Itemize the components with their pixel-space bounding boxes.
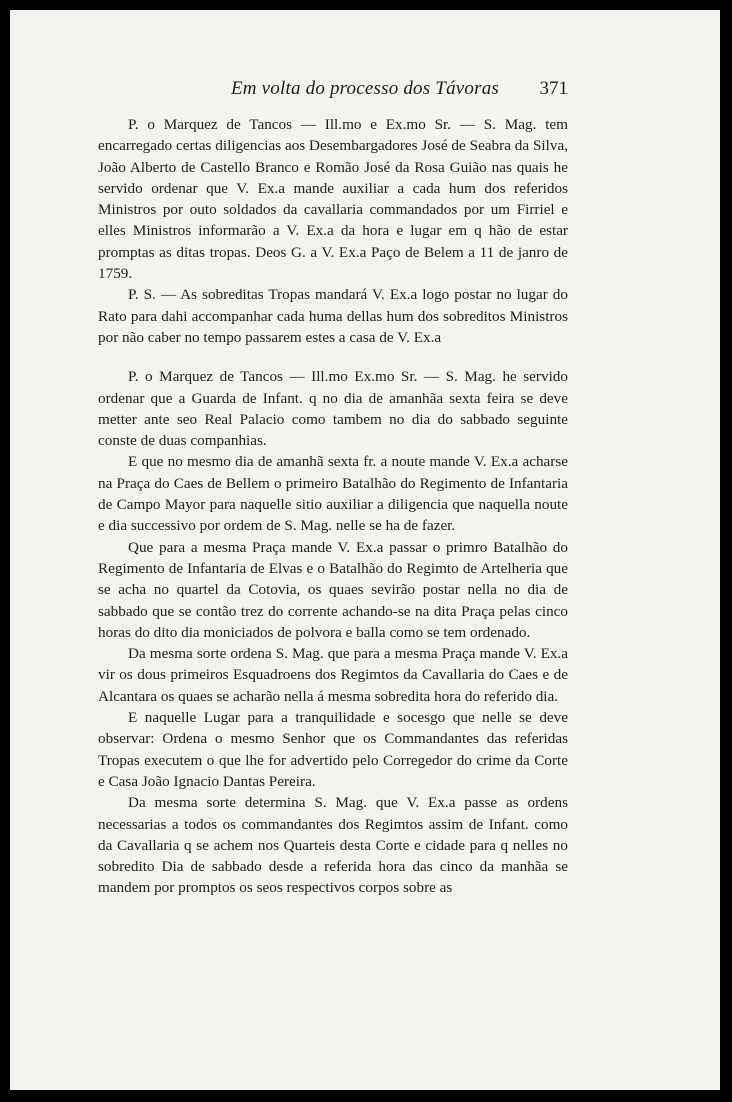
running-title: Em volta do processo dos Távoras bbox=[231, 78, 499, 99]
paragraph: E naquelle Lugar para a tranquilidade e socesgo que nelle se deve observar: Ordena o mesmo Senhor que os Commandantes das referidas Tropas executem o que lhe for advertido pelo Corregedor do crime da Corte e Casa João Ignacio Dantas Pereira. bbox=[98, 709, 568, 790]
paragraph: P. o Marquez de Tancos — Ill.mo Ex.mo Sr. — S. Mag. he servido ordenar que a Guarda de Infant. q no dia de amanhãa sexta feira se deve metter ante seo Real Palacio como tambem no dia do sabbado seguinte conste de duas companhias. bbox=[98, 368, 568, 450]
body-text bbox=[98, 114, 568, 899]
paragraph: Que para a mesma Praça mande V. Ex.a passar o primro Batalhão do Regimento de Infantaria de Elvas e o Batalhão do Regimto de Artelheria que se acha no quartel da Cotovia, os quaes sevirão postar nella no dia de sabbado que se contão trez do corrente achando-se na dita Praça pelas cinco horas do dito dia moniciados de polvora e balla como se tem ordenado. bbox=[98, 538, 568, 641]
document-page bbox=[10, 10, 720, 1090]
paragraph: P. o Marquez de Tancos — Ill.mo e Ex.mo Sr. — S. Mag. tem encarregado certas diligencias aos Desembargadores José de Seabra da Silva, João Alberto de Castello Branco e Romão José da Rosa Guião nas quais he servido ordenar que V. Ex.a mande auxiliar a cada hum dos referidos Ministros por outo soldados da cavallaria commandados por um Firriel e elles Ministros informarão a V. Ex.a da hora e lugar em q hão de estar promptas as ditas tropas. Deos G. a V. Ex.a Paço de Belem a 11 de janro de 1759. bbox=[98, 116, 568, 283]
page-header bbox=[10, 78, 720, 108]
paragraph: Da mesma sorte determina S. Mag. que V. Ex.a passe as ordens necessarias a todos os commandantes dos Regimtos assim de Infant. como da Cavallaria q se achem nos Quarteis desta Corte e cidade para q nelles no sobredito Dia de sabbado desde a referida hora das cinco da manhãa se mandem por promptos os seos respectivos corpos sobre as bbox=[98, 794, 568, 897]
paragraph: P. S. — As sobreditas Tropas mandará V. Ex.a logo postar no lugar do Rato para dahi accompanhar cada huma dellas hum dos sobreditos Ministros por não caber no tempo passarem estes a casa de V. Ex.a bbox=[98, 286, 568, 346]
page-number: 371 bbox=[539, 78, 568, 99]
paragraph: Da mesma sorte ordena S. Mag. que para a mesma Praça mande V. Ex.a vir os dous primeiros Esquadroens dos Regimtos da Cavallaria do Caes e de Alcantara os quaes se acharão nella á mesma sobredita hora do referido dia. bbox=[98, 645, 568, 705]
paragraph: E que no mesmo dia de amanhã sexta fr. a noute mande V. Ex.a acharse na Praça do Caes de Bellem o primeiro Batalhão do Regimento de Infantaria de Campo Mayor para naquelle sitio auxiliar a diligencia que naquella noute e dia successivo por ordem de S. Mag. nelle se ha de fazer. bbox=[98, 453, 568, 535]
